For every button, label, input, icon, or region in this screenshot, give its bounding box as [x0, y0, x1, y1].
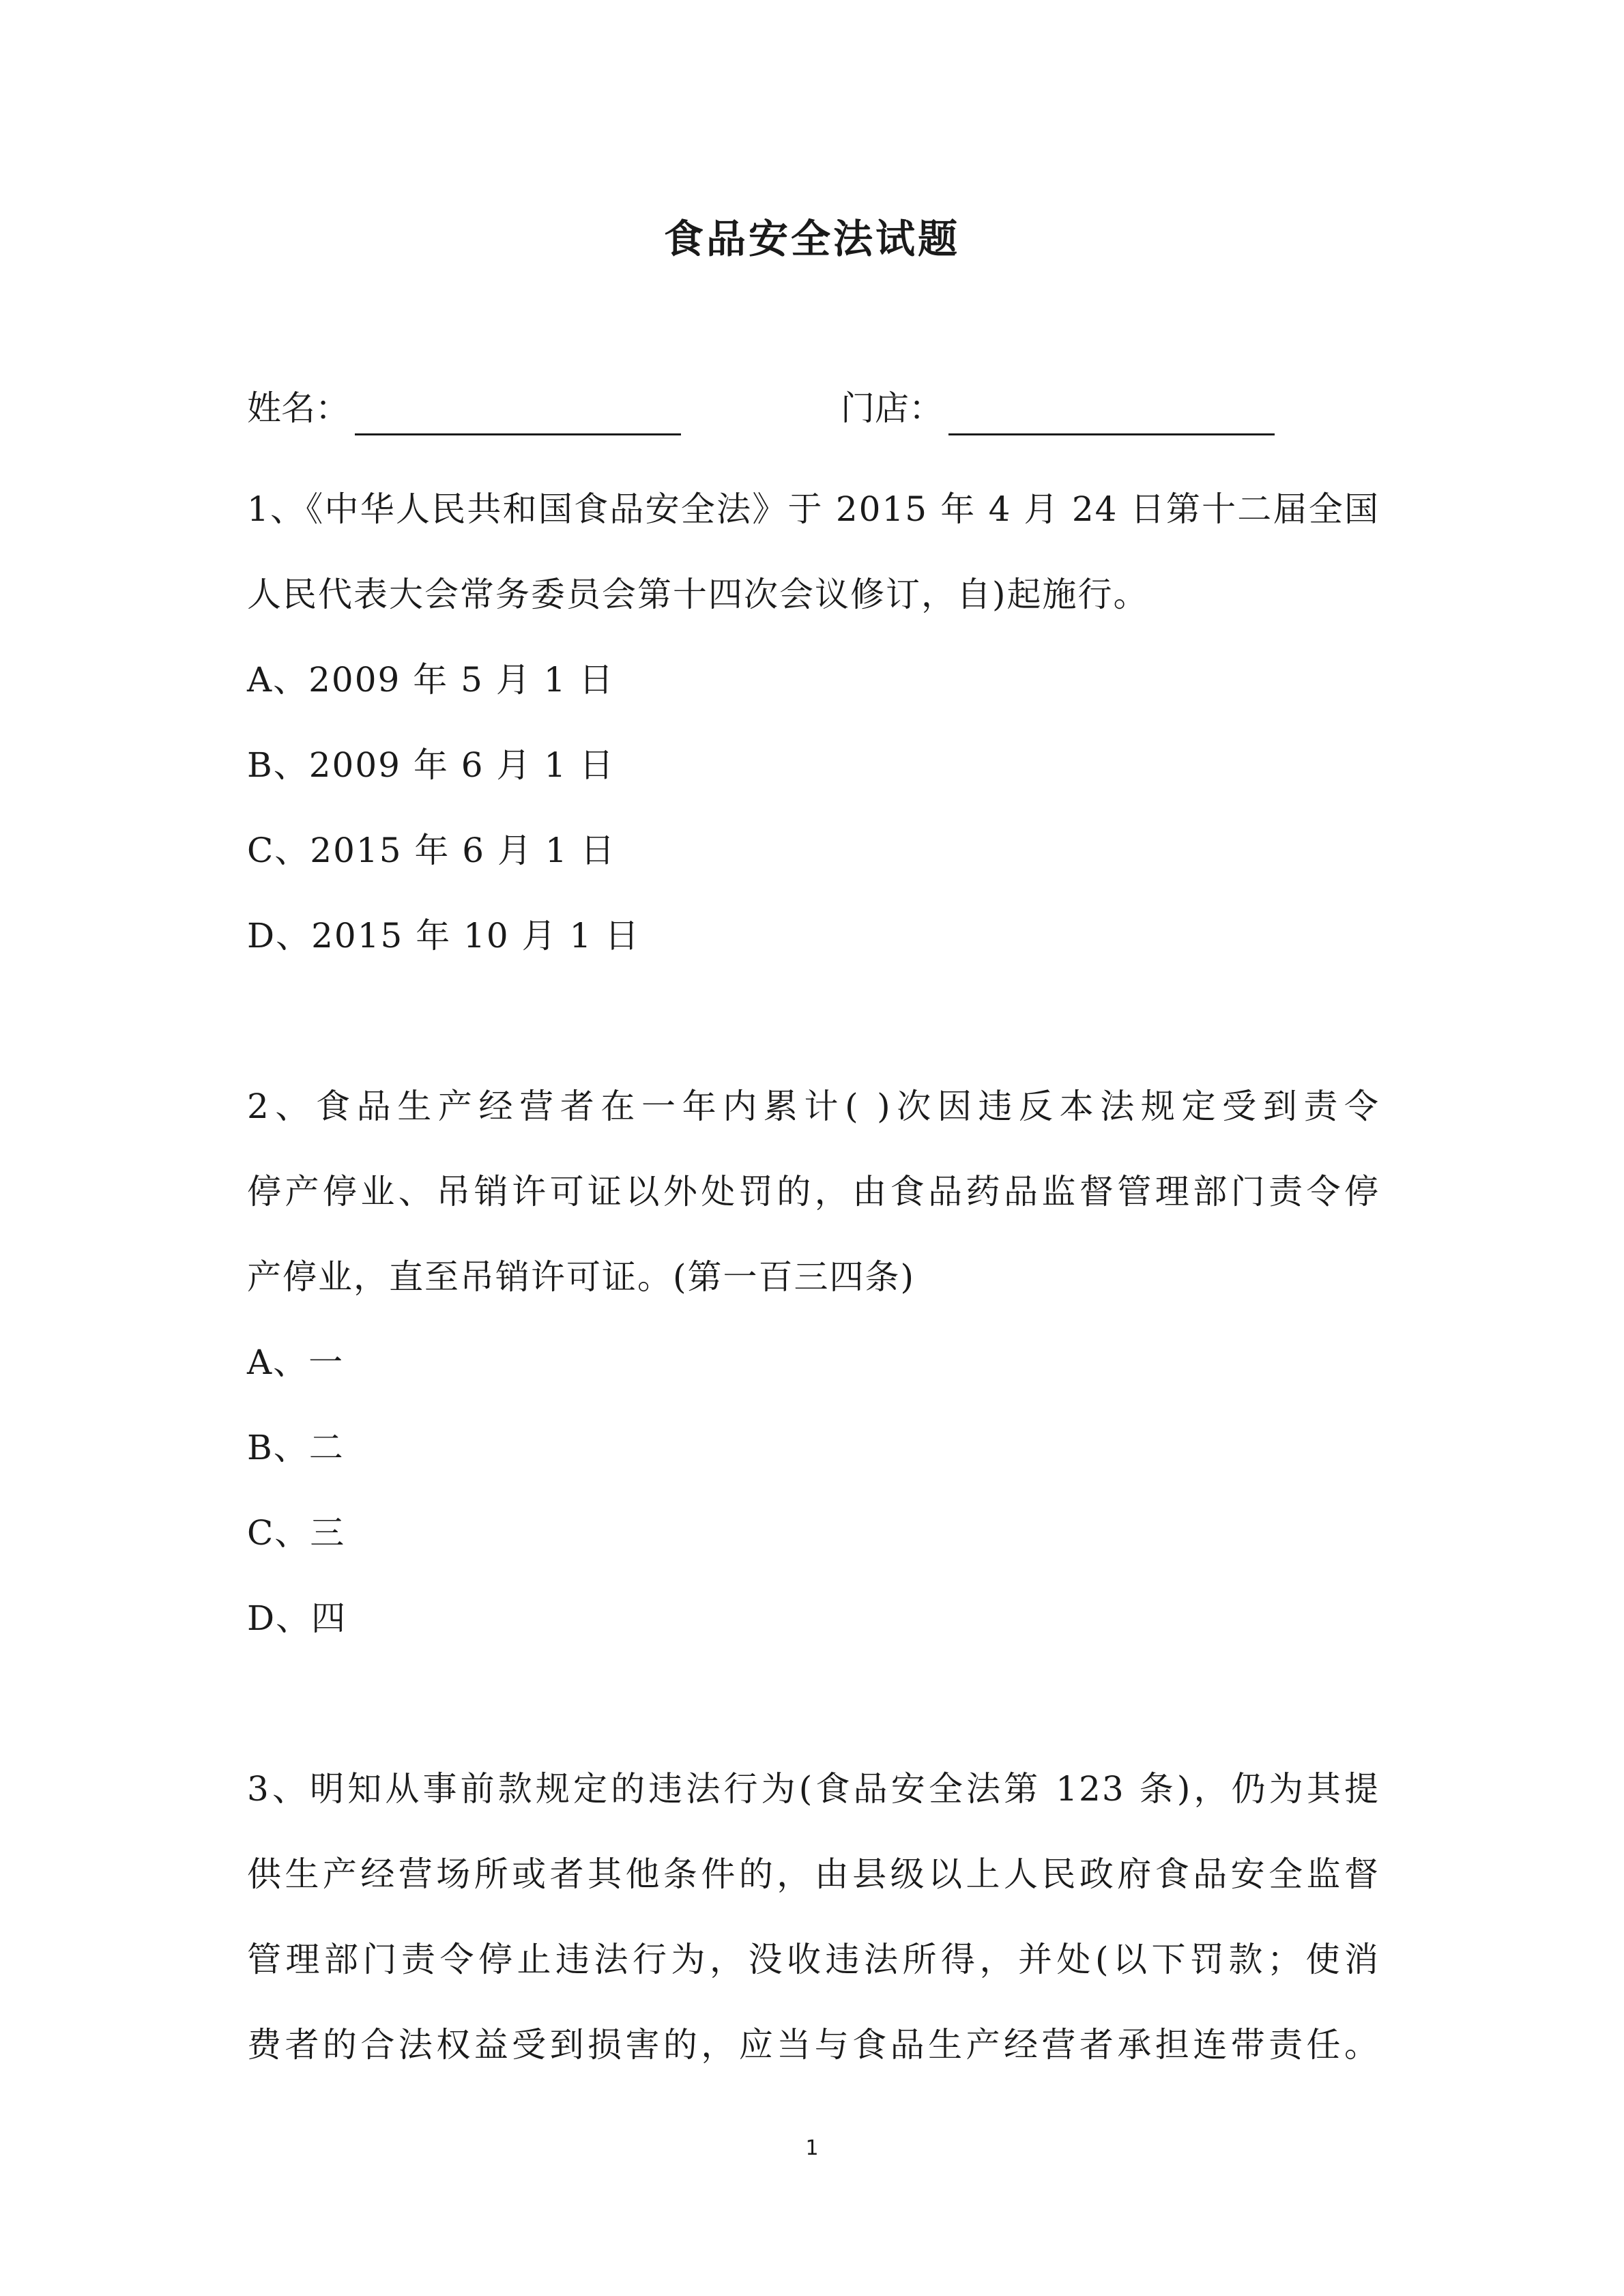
name-blank-line	[355, 392, 681, 435]
name-field	[247, 381, 681, 435]
question-3-text-line-4: 费者的合法权益受到损害的，应当与食品生产经营者承担连带责任。	[247, 2025, 1380, 2065]
question-1-text-line-2: 人民代表大会常务委员会第十四次会议修订，自)起施行。	[247, 575, 1149, 614]
spacer	[247, 979, 1380, 1064]
question-2-option-b: B、二	[247, 1428, 345, 1467]
question-2-option-c: C、三	[247, 1513, 346, 1553]
question-2-text-line-3: 产停业，直至吊销许可证。(第一百三四条)	[247, 1257, 916, 1297]
question-2	[247, 1064, 1380, 1661]
question-1	[247, 467, 1380, 979]
questions	[247, 467, 1380, 2088]
name-label: 姓名：	[247, 388, 349, 428]
question-1-option-c: C、2015 年 6 月 1 日	[247, 831, 616, 870]
question-3-text-line-3: 管理部门责令停止违法行为，没收违法所得，并处(以下罚款；使消	[247, 1940, 1380, 1979]
question-1-option-d: D、2015 年 10 月 1 日	[247, 916, 641, 956]
question-2-text-line-2: 停产停业、吊销许可证以外处罚的，由食品药品监督管理部门责令停	[247, 1172, 1380, 1211]
question-1-text-line-1: 1、《中华人民共和国食品安全法》于 2015 年 4 月 24 日第十二届全国	[247, 489, 1380, 529]
store-field	[841, 381, 1275, 435]
question-2-text-line-1: 2、食品生产经营者在一年内累计( )次因违反本法规定受到责令	[247, 1087, 1380, 1126]
question-1-option-b: B、2009 年 6 月 1 日	[247, 745, 615, 785]
document-title: 食品安全法试题	[663, 216, 960, 262]
spacer	[247, 1661, 1380, 1747]
question-2-option-a: A、一	[247, 1343, 345, 1382]
page-number: 1	[805, 2136, 819, 2160]
question-3	[247, 1747, 1380, 2088]
header-fields	[247, 381, 1380, 435]
store-label: 门店：	[841, 388, 943, 428]
question-3-text-line-1: 3、明知从事前款规定的违法行为(食品安全法第 123 条)，仍为其提	[247, 1769, 1380, 1809]
question-2-option-d: D、四	[247, 1598, 347, 1638]
store-blank-line	[948, 392, 1275, 435]
question-3-text-line-2: 供生产经营场所或者其他条件的，由县级以上人民政府食品安全监督	[247, 1854, 1380, 1894]
question-1-option-a: A、2009 年 5 月 1 日	[247, 660, 615, 700]
